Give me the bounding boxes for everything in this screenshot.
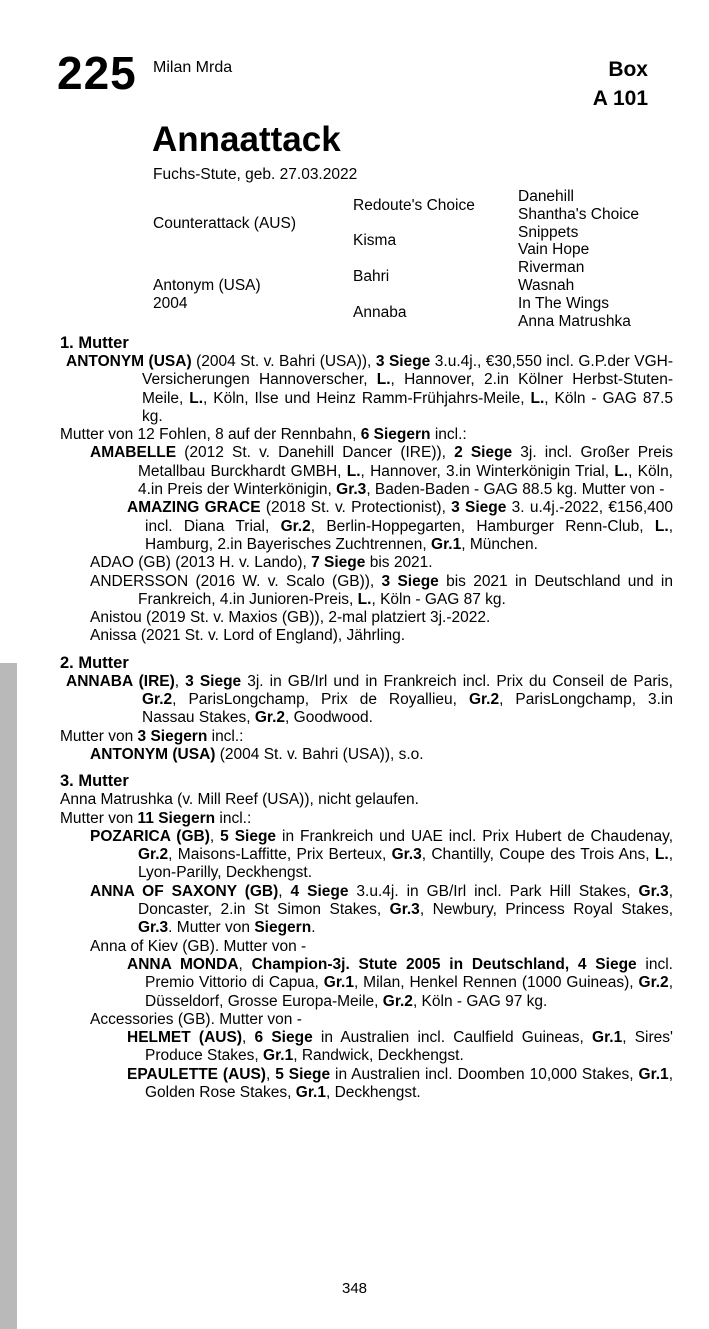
dam-cell [153, 259, 353, 330]
pedigree-paragraph: ANNA OF SAXONY (GB), 4 Siege 3.u.4j. in GB/Irl incl. Park Hill Stakes, Gr.3, Doncaster, 2.in St Simon Stakes, Gr.3, Newbury, Princess Royal Stakes, Gr.3. Mutter von Siegern. [90, 882, 674, 937]
great-grandparent-6: Wasnah [518, 276, 575, 294]
pedigree-paragraph: Mutter von 11 Siegern incl.: [60, 809, 252, 827]
dam-year: 2004 [153, 294, 188, 312]
section-third-dam [60, 772, 673, 1102]
pedigree-paragraph: ADAO (GB) (2013 H. v. Lando), 7 Siege bis 2021. [90, 554, 433, 572]
pedigree-paragraph: ANDERSSON (2016 W. v. Scalo (GB)), 3 Siege bis 2021 in Deutschland und in Frankreich, 4.in Junioren-Preis, L., Köln - GAG 87 kg. [90, 572, 673, 608]
section-heading: 1. Mutter [60, 334, 129, 352]
section-second-dam [60, 654, 673, 764]
pedigree-paragraph: AMABELLE (2012 St. v. Danehill Dancer (IRE)), 2 Siege 3j. incl. Großer Preis Metallbau Burckhardt GMBH, L., Hannover, 3.in Winterkönigin Trial, L., Köln, 4.in Preis der Winterkönigin, Gr.3, Baden-Baden - GAG 88.5 kg. Mutter von - [90, 444, 674, 499]
pedigree-paragraph: Anissa (2021 St. v. Lord of England), Jährling. [90, 627, 406, 645]
pedigree-row [153, 188, 696, 206]
pedigree-paragraph: ANNA MONDA, Champion-3j. Stute 2005 in Deutschland, 4 Siege incl. Premio Vittorio di Capua, Gr.1, Milan, Henkel Rennen (1000 Guineas), Gr.2, Düsseldorf, Grosse Europa-Meile, Gr.2, Köln - GAG 97 kg. [127, 955, 673, 1010]
sire-name: Counterattack (AUS) [153, 214, 296, 232]
pedigree-paragraph: ANTONYM (USA) (2004 St. v. Bahri (USA)), s.o. [90, 745, 424, 763]
horse-name: Annaattack [152, 120, 341, 159]
pedigree-paragraph: POZARICA (GB), 5 Siege in Frankreich und UAE incl. Prix Hubert de Chaudenay, Gr.2, Maisons-Laffitte, Prix Berteux, Gr.3, Chantilly, Coupe des Trois Ans, L., Lyon-Parilly, Deckhengst. [90, 827, 674, 882]
lot-number: 225 [57, 47, 137, 99]
section-heading: 3. Mutter [60, 772, 129, 791]
pedigree-paragraph: AMAZING GRACE (2018 St. v. Protectionist), 3 Siege 3. u.4j.-2022, €156,400 incl. Diana Trial, Gr.2, Berlin-Hoppegarten, Hamburger Renn-Club, L., Hamburg, 2.in Bayerisches Zuchtrennen, Gr.1, München. [127, 499, 674, 553]
horse-description: Fuchs-Stute, geb. 27.03.2022 [153, 166, 358, 183]
page-number: 348 [341, 1280, 368, 1297]
pedigree-paragraph: Anna Matrushka (v. Mill Reef (USA)), nicht gelaufen. [60, 791, 419, 809]
section-paragraphs [60, 353, 673, 646]
box-block [593, 55, 648, 113]
section-paragraphs [60, 791, 673, 1102]
great-grandparent-3: Snippets [518, 223, 579, 241]
granddam-maternal: Annaba [353, 303, 407, 321]
pedigree-row [153, 259, 696, 277]
granddam-paternal: Kisma [353, 232, 397, 250]
consignor-name: Milan Mrda [153, 59, 233, 76]
grandsire-maternal: Bahri [353, 268, 390, 286]
pedigree-paragraph: Anna of Kiev (GB). Mutter von - [90, 937, 307, 955]
box-number: A 101 [592, 87, 648, 110]
pedigree-paragraph: HELMET (AUS), 6 Siege in Australien incl. Caulfield Guineas, Gr.1, Sires' Produce Stakes, Gr.1, Randwick, Deckhengst. [127, 1029, 673, 1065]
great-grandparent-8: Anna Matrushka [518, 312, 631, 330]
great-grandparent-4: Vain Hope [518, 241, 590, 259]
pedigree-paragraph: Accessories (GB). Mutter von - [90, 1010, 302, 1028]
great-grandparent-2: Shantha's Choice [518, 205, 640, 223]
pedigree-paragraph: ANTONYM (USA) (2004 St. v. Bahri (USA)), 3 Siege 3.u.4j., €30,550 incl. G.P.der VGH-Versicherungen Hannoverscher, L., Hannover, 2.in Kölner Herbst-Stuten-Meile, L., Köln, Ilse und Heinz Ramm-Frühjahrs-Meile, L., Köln - GAG 87.5 kg. [66, 353, 674, 425]
pedigree-paragraph: ANNABA (IRE), 3 Siege 3j. in GB/Irl und in Frankreich incl. Prix du Conseil de Paris, Gr.2, ParisLongchamp, Prix de Royallieu, Gr.2, ParisLongchamp, 3.in Nassau Stakes, Gr.2, Goodwood. [66, 672, 673, 727]
section-first-dam [60, 334, 673, 646]
pedigree-paragraph: Mutter von 3 Siegern incl.: [60, 727, 244, 745]
great-grandparent-7: In The Wings [518, 294, 610, 312]
catalog-text [60, 334, 673, 1102]
pedigree-table [153, 188, 696, 330]
grandsire-paternal: Redoute's Choice [353, 196, 475, 214]
great-grandparent-5: Riverman [518, 259, 585, 277]
box-label: Box [608, 58, 648, 81]
great-grandparent-1: Danehill [518, 188, 575, 205]
page-edge-tab [0, 663, 17, 1329]
pedigree-paragraph: Mutter von 12 Fohlen, 8 auf der Rennbahn, 6 Siegern incl.: [60, 426, 467, 444]
pedigree-paragraph: EPAULETTE (AUS), 5 Siege in Australien incl. Doomben 10,000 Stakes, Gr.1, Golden Rose Stakes, Gr.1, Deckhengst. [127, 1065, 673, 1101]
pedigree-paragraph: Anistou (2019 St. v. Maxios (GB)), 2-mal platziert 3j.-2022. [90, 609, 491, 627]
section-heading: 2. Mutter [60, 653, 129, 672]
section-paragraphs [60, 673, 673, 764]
dam-name: Antonym (USA) [153, 276, 261, 294]
